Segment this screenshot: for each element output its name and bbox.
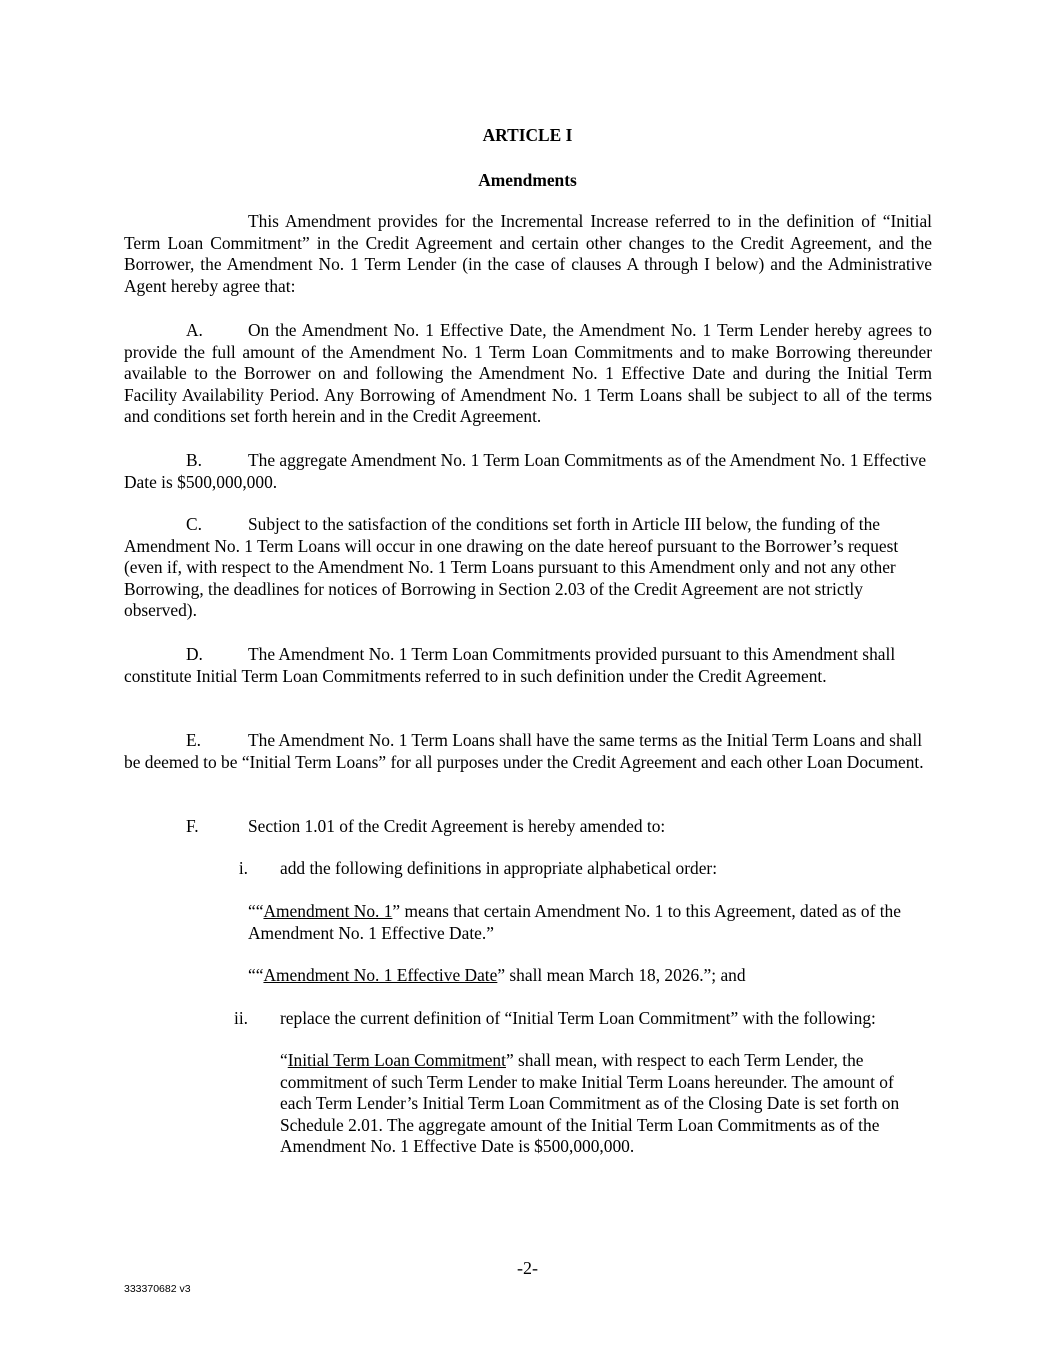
definition-amendment-no1-term: Amendment No. 1 bbox=[263, 901, 393, 921]
definition-amendment-no1 bbox=[248, 901, 938, 944]
page-number: -2- bbox=[517, 1258, 538, 1278]
definition-effective-date-term: Amendment No. 1 Effective Date bbox=[263, 965, 498, 985]
clause-f-label: F. bbox=[186, 816, 199, 836]
sub-item-i-label: i. bbox=[238, 858, 248, 878]
definition-itlc-open-quote: “ bbox=[280, 1050, 288, 1070]
clause-a-text: On the Amendment No. 1 Effective Date, the Amendment No. 1 Term Lender hereby agrees to provide the full amount of the Amendment No. 1 Term Loan Commitments and to make Borrowing thereunder available to the Borrower on and following the Amendment No. 1 Effective Date and during the Initial Term Facility Availability Period. Any Borrowing of Amendment No. 1 Term Loans shall be subject to all of the terms and conditions set forth herein and in the Credit Agreement. bbox=[124, 320, 932, 427]
clause-f bbox=[124, 816, 932, 838]
document-id: 333370682 v3 bbox=[124, 1283, 191, 1295]
clause-d-label: D. bbox=[186, 644, 203, 664]
sub-item-ii-text: replace the current definition of “Initial Term Loan Commitment” with the following: bbox=[280, 1008, 876, 1028]
definition-itlc-term: Initial Term Loan Commitment bbox=[287, 1050, 506, 1070]
definition-itlc-text: ” shall mean, with respect to each Term Lender, the commitment of such Term Lender to make Initial Term Loans hereunder. The amount of each Term Lender’s Initial Term Loan Commitment as of the Closing Date is set forth on Schedule 2.01. The aggregate amount of the Initial Term Loan Commitments as of the Amendment No. 1 Effective Date is $500,000,000. bbox=[280, 1050, 900, 1157]
clause-e-text: The Amendment No. 1 Term Loans shall have the same terms as the Initial Term Loans and shall be deemed to be “Initial Term Loans” for all purposes under the Credit Agreement and each other Loan Document. bbox=[124, 730, 924, 772]
definition-amendment-no1-open-quote: ““ bbox=[248, 901, 264, 921]
clause-f-text: Section 1.01 of the Credit Agreement is hereby amended to: bbox=[248, 816, 666, 836]
definition-amendment-no1-text: ” means that certain Amendment No. 1 to this Agreement, dated as of the Amendment No. 1 Effective Date.” bbox=[248, 901, 901, 943]
article-subtitle: Amendments bbox=[478, 170, 577, 190]
clause-e-label: E. bbox=[186, 730, 201, 750]
intro-paragraph: This Amendment provides for the Incremental Increase referred to in the definition of “Initial Term Loan Commitment” in the Credit Agreement and certain other changes to the Credit Agreement, and the Borrower, the Amendment No. 1 Term Lender (in the case of clauses A through I below) and the Administrative Agent hereby agree that: bbox=[124, 211, 932, 296]
clause-e bbox=[124, 730, 932, 773]
clause-a bbox=[124, 320, 932, 428]
clause-b-text: The aggregate Amendment No. 1 Term Loan Commitments as of the Amendment No. 1 Effective Date is $500,000,000. bbox=[124, 450, 927, 492]
article-title: ARTICLE I bbox=[482, 125, 573, 145]
sub-item-i-text: add the following definitions in appropriate alphabetical order: bbox=[280, 858, 718, 878]
clause-c-label: C. bbox=[186, 514, 202, 534]
definition-initial-term-loan-commitment bbox=[280, 1050, 920, 1158]
definition-effective-date-open-quote: ““ bbox=[248, 965, 264, 985]
clause-d-text: The Amendment No. 1 Term Loan Commitments provided pursuant to this Amendment shall constitute Initial Term Loan Commitments referred to in such definition under the Credit Agreement. bbox=[124, 644, 896, 686]
clause-b-label: B. bbox=[186, 450, 202, 470]
clause-a-label: A. bbox=[186, 320, 203, 340]
sub-item-ii-label: ii. bbox=[233, 1008, 248, 1028]
definition-effective-date bbox=[248, 965, 938, 987]
clause-c bbox=[124, 514, 932, 622]
clause-d bbox=[124, 644, 932, 687]
definition-effective-date-text: ” shall mean March 18, 2026.”; and bbox=[497, 965, 746, 985]
clause-c-text: Subject to the satisfaction of the conditions set forth in Article III below, the funding of the Amendment No. 1 Term Loans will occur in one drawing on the date hereof pursuant to the Borrower’s request (even if, with respect to the Amendment No. 1 Term Loans pursuant to this Amendment only and not any other Borrowing, the deadlines for notices of Borrowing in Section 2.03 of the Credit Agreement are not strictly observed). bbox=[124, 514, 899, 621]
clause-b bbox=[124, 450, 932, 493]
